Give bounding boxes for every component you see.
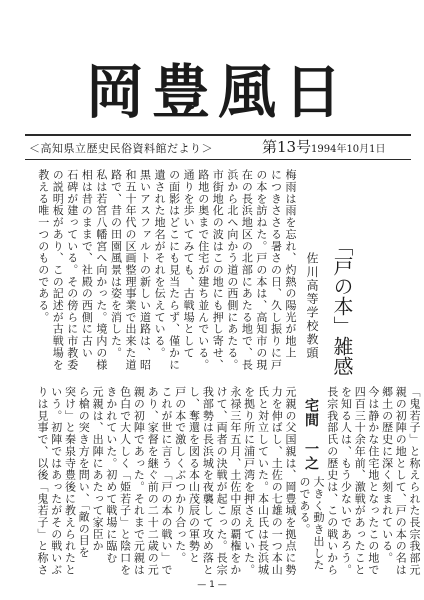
text-column: けて、両者の決戦が起こった。長宗 <box>215 386 229 576</box>
text-column: 路で、昔の田園風景は姿を消した。 <box>109 169 123 359</box>
text-column: 親の初陣であった。それまで元親は <box>132 386 146 576</box>
text-column: 突け」と秦泉寺豊後に教えられたと <box>63 386 77 576</box>
text-column: 戸の本で激しくぶつかり合った。 <box>173 386 187 564</box>
text-column: を知る人は、もう少ないであろう。 <box>339 386 353 576</box>
text-column: 路地の奥まで住宅が建ち並んでいる。 <box>196 169 210 371</box>
text-column: 私は若宮八幡宮へ向かった。境内の様 <box>94 169 108 371</box>
text-column: し、奪還を図る本山茂辰の軍勢と <box>187 386 201 564</box>
text-column: 和五十年代の区画整理事業で出来た道 <box>123 169 137 371</box>
masthead-title: 岡豊風日 <box>85 58 350 126</box>
text-column: の本を訪ねた。戸の本は、高知市の現 <box>254 169 268 371</box>
text-column: 色白で大人しく「姫若子」と陰口を <box>118 386 132 576</box>
text-column: を拠り所に浦戸湾を押さえていた。 <box>242 386 256 576</box>
author-name: 宅間 一之 <box>303 398 319 471</box>
text-column: 在の長浜地区の北部にあたる地で、長 <box>240 169 254 371</box>
masthead-subtitle: ＜高知県立歴史民俗資料館だより＞ <box>29 142 213 155</box>
article-title: 「戸の本」雑感 <box>330 236 354 376</box>
header-rule-top <box>25 134 411 136</box>
text-column: 教える唯一つのものである。 <box>36 169 50 324</box>
article-body-lower-left <box>35 386 297 578</box>
text-column: 元親は、出陣にあたって家臣か <box>91 386 105 552</box>
text-column: 梅雨は雨を忘れ、灼熱の陽光が地上 <box>284 169 297 359</box>
text-column: 遺された地名がそれを伝えている。 <box>153 169 167 359</box>
text-column: の面影はどこにも見当たらず、僅かに <box>167 169 181 371</box>
text-column: 相は昔のままで、社殿の西側に古い <box>80 169 94 359</box>
article-body-upper <box>35 169 297 375</box>
page-number: — 1 — <box>197 580 227 590</box>
text-column: 我部勢は長浜城を夜襲して攻め落と <box>201 386 215 576</box>
text-column: につきささる暑さの日、久し振りに戸 <box>269 169 283 371</box>
text-column: 永禄三年五月、土佐中原の覇権をか <box>228 386 242 576</box>
text-column: 浜から北へ向かう道の西側にあたる。 <box>225 169 239 371</box>
text-column: 親の初陣の地として、戸の本の名は <box>394 386 408 576</box>
article-body-lower-right <box>325 386 421 578</box>
text-column: 郷土の歴史に深く刻まれている。 <box>380 386 394 564</box>
text-column: 氏と対立していた。本山氏は長浜城 <box>256 386 270 576</box>
text-column: 四百三十余年前、激戦があったこと <box>353 386 367 576</box>
text-column: 今は静かな住宅地となったこの地で <box>366 386 380 576</box>
text-column: 大きく動き出した <box>312 476 325 571</box>
text-column: 「鬼若子」と称えられた長宗我部元 <box>408 386 421 576</box>
text-column: 通りを歩いてみても、古戦場として <box>182 169 196 359</box>
text-column: これが世に言う「戸の本の戦い」で <box>159 386 173 576</box>
text-column: きかれていた。初めて戦場に臨む <box>104 386 118 564</box>
text-column: 元親の父国親は、岡豊城を拠点に勢 <box>284 386 297 576</box>
header-rule-bottom <box>25 159 411 160</box>
text-column: の説明板があり、この記述が古戦場を <box>51 169 65 371</box>
issue-number: 第13号 <box>262 138 312 156</box>
text-column: ら槍の突き方を問い、「敵の目を <box>77 386 91 559</box>
text-column: あり、家督を継ぐ前の二十二歳の元 <box>146 386 160 576</box>
article-body-lower-middle <box>297 476 325 578</box>
text-column: 長宗我部氏の歴史は、この戦いから <box>325 386 339 576</box>
issue-date: 1994年10月1日 <box>311 144 386 155</box>
text-column: 黒いアスファルトの新しい道路は、昭 <box>138 169 152 371</box>
text-column: 市街地化の波はこの地にも押し寄せ、 <box>211 169 225 371</box>
text-column: 力を伸ばし、土佐の七雄の一つ本山 <box>270 386 284 576</box>
text-column: のである。 <box>298 476 311 536</box>
text-column: いう。初陣ではあったがその戦いぶ <box>49 386 63 576</box>
text-column: りは見事で、以後「鬼若子」と称さ <box>35 386 49 576</box>
author-affiliation: 佐川高等学校教頭 <box>305 252 319 360</box>
text-column: 石碑が建っている。その傍らに市教委 <box>65 169 79 371</box>
